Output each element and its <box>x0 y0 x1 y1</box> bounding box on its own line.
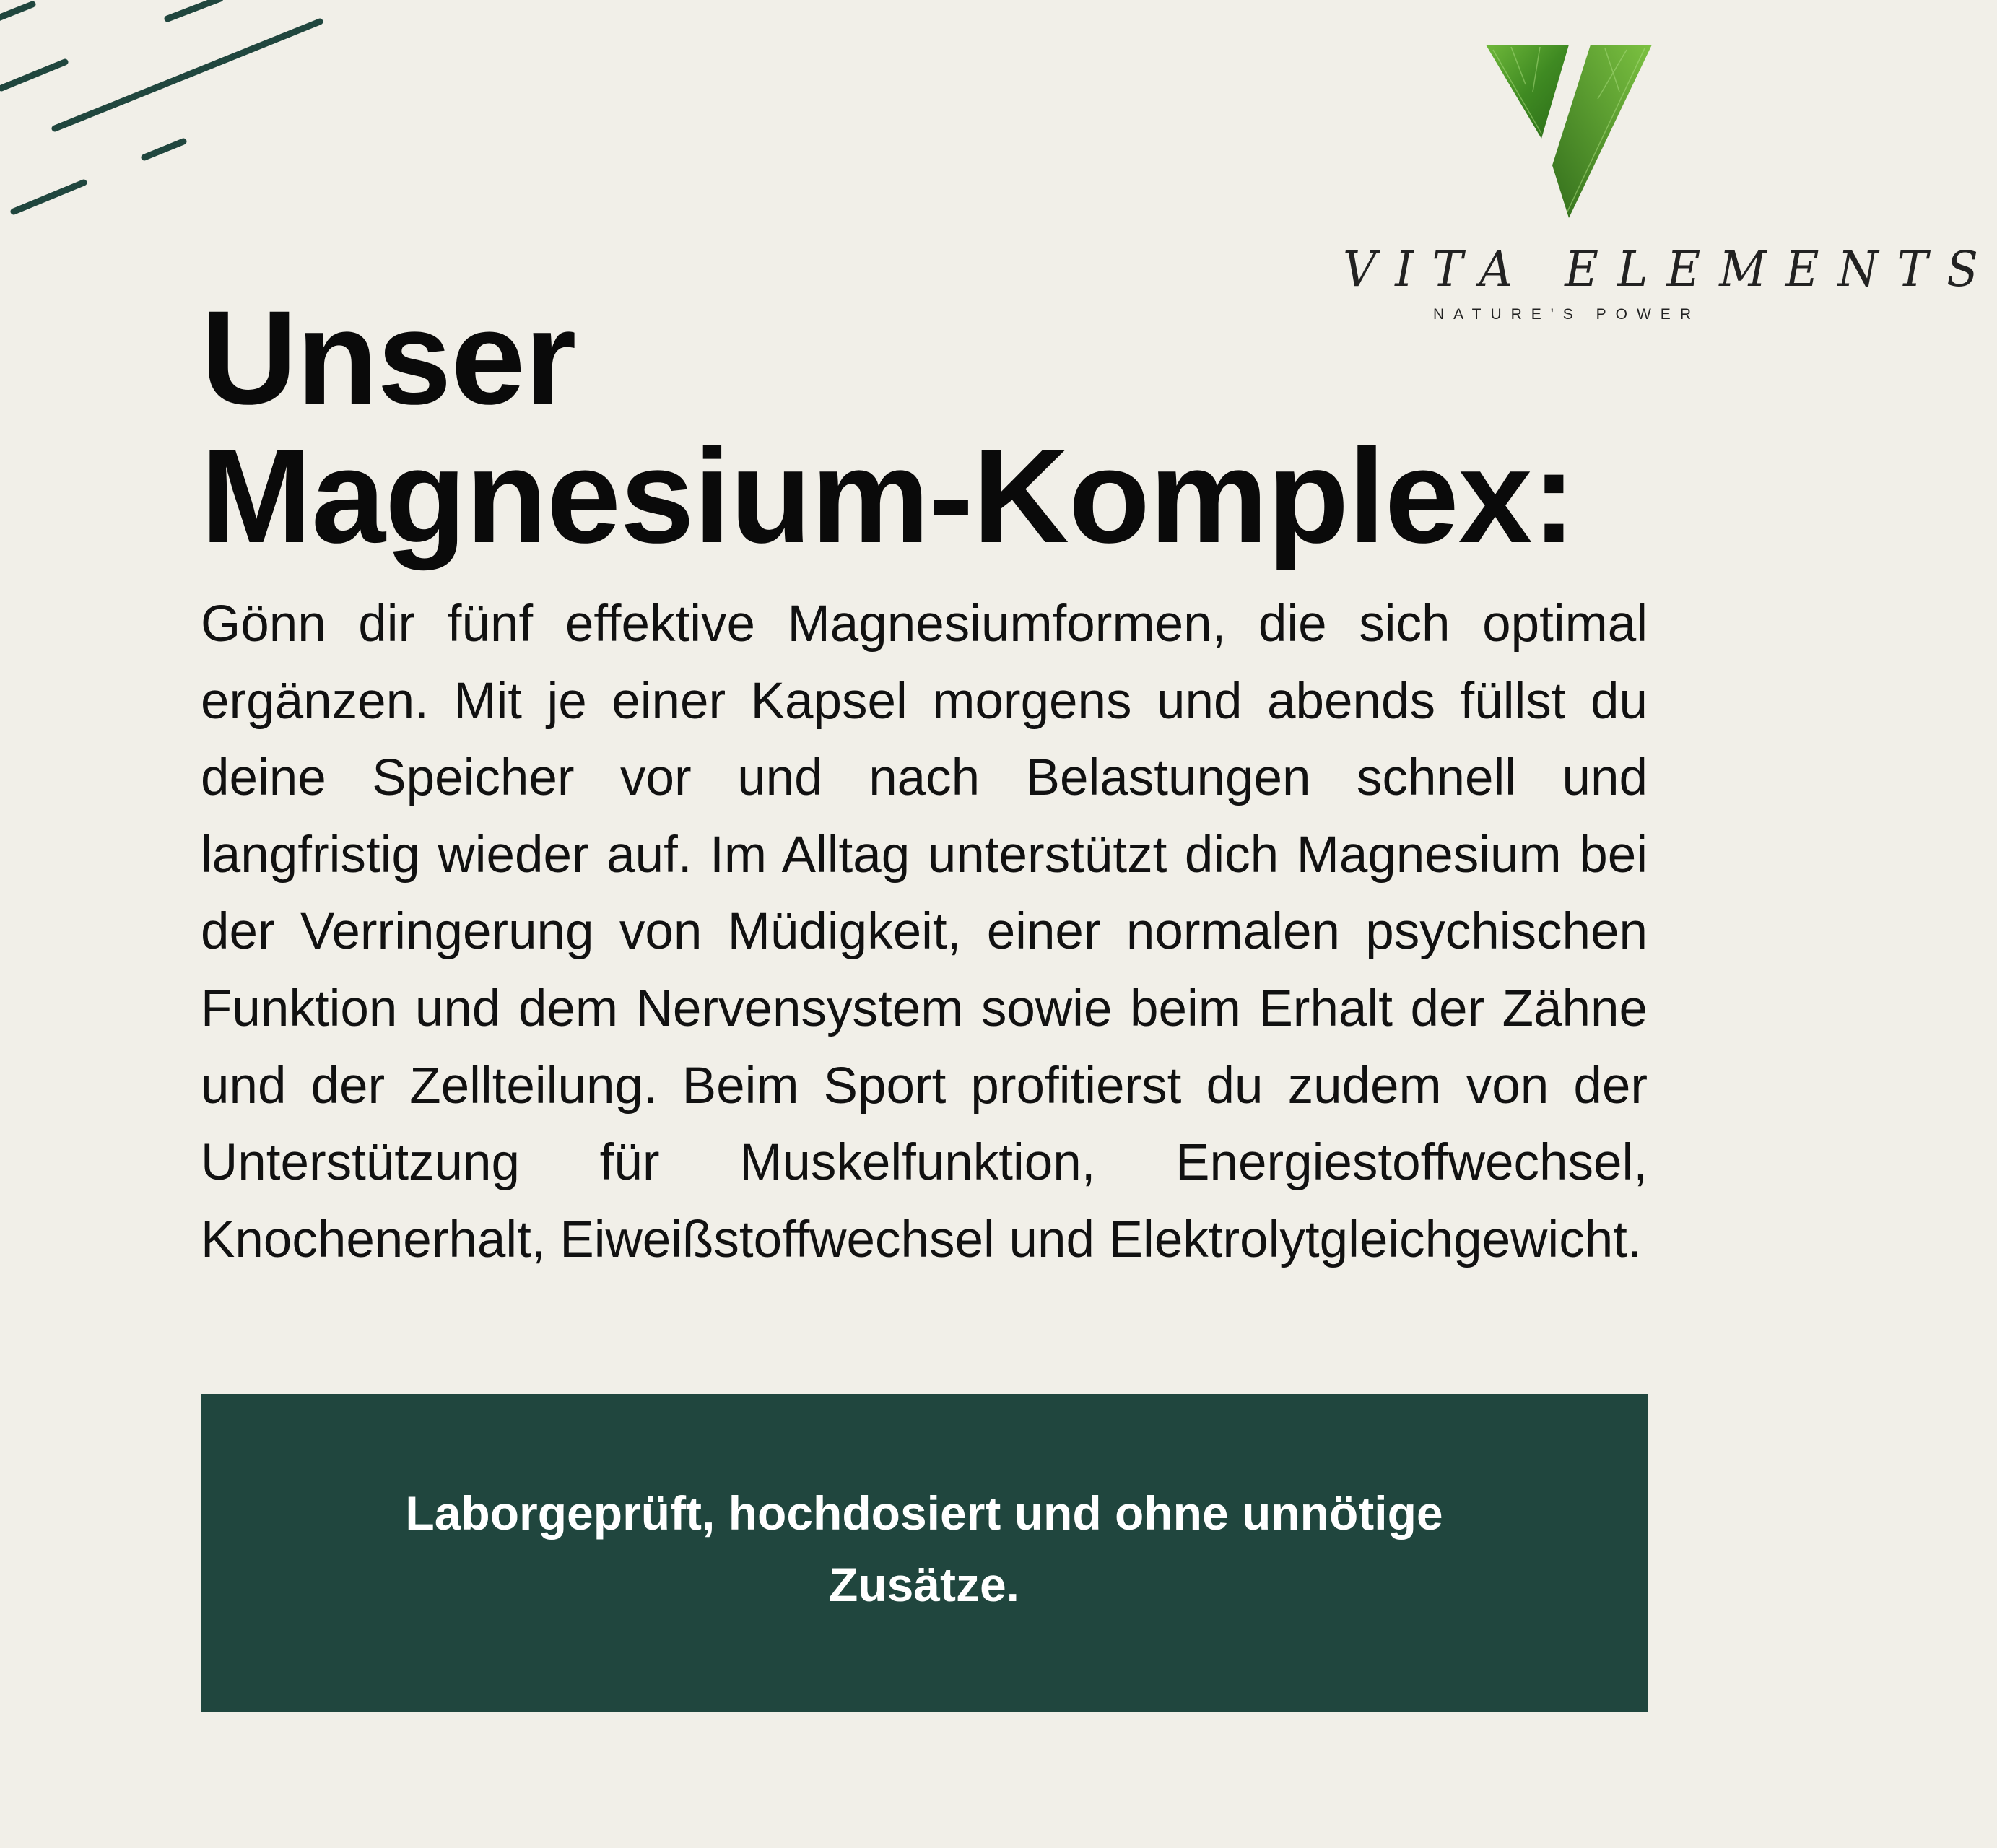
headline <box>201 284 1688 571</box>
headline-line-2: Magnesium-Komplex: <box>201 422 1576 571</box>
body-paragraph: Gönn dir fünf effektive Magnesiumformen, die sich optimal ergänzen. Mit je einer Kapsel morgens und abends füllst du deine Speicher vor und nach Belastungen schnell und langfristig wieder auf. Im Alltag unterstützt dich Magnesium bei der Verringerung von Müdigkeit, einer normalen psychischen Funktion und dem Nervensystem sowie beim Erhalt der Zähne und der Zellteilung. Beim Sport profitierst du zudem von der Unterstützung für Muskelfunktion, Energiestoffwechsel, Knochenerhalt, Eiweißstoffwechsel und Elektrolytgleichgewicht. <box>201 596 1648 1268</box>
headline-line-1: Unser <box>201 284 576 432</box>
leaf-triangle-logo-icon <box>1482 41 1656 220</box>
highlight-text: Laborgeprüft, hochdosiert und ohne unnötige Zusätze. <box>405 1486 1443 1611</box>
brand-name: VITA ELEMENTS <box>1343 242 1997 298</box>
diagonal-lines-decoration <box>0 0 339 231</box>
highlight-box <box>201 1394 1648 1712</box>
brand-tagline: NATURE'S POWER <box>1433 306 1700 323</box>
